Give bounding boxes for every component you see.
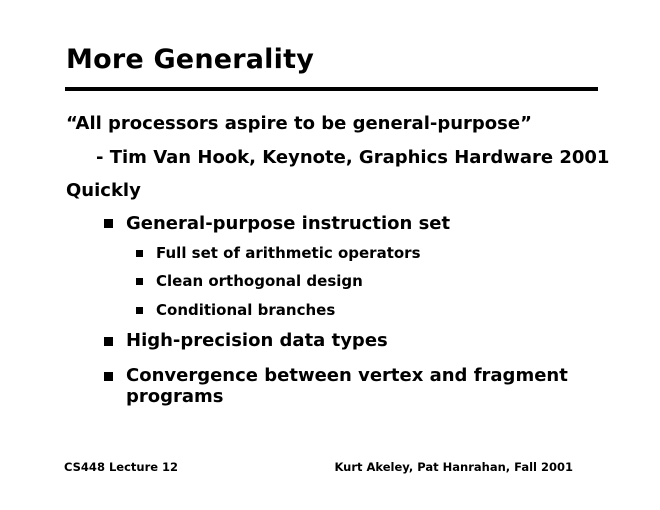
slide-title: More Generality (66, 44, 315, 75)
sub-bullet-orthogonal: Clean orthogonal design (156, 272, 363, 290)
bullet-high-precision: High-precision data types (126, 330, 388, 351)
sub-bullet-marker (136, 250, 143, 257)
footer-course: CS448 Lecture 12 (64, 460, 179, 474)
bullet-marker (104, 372, 113, 381)
title-underline (65, 87, 598, 91)
bullet-convergence-line1: Convergence between vertex and fragment (126, 365, 568, 386)
sub-bullet-marker (136, 278, 143, 285)
bullet-convergence-line2: programs (126, 386, 224, 407)
quote-attribution: - Tim Van Hook, Keynote, Graphics Hardware 2001 (96, 147, 610, 168)
sub-bullet-marker (136, 307, 143, 314)
bullet-marker (104, 219, 113, 228)
sub-bullet-arithmetic: Full set of arithmetic operators (156, 244, 421, 262)
quote-text: “All processors aspire to be general-purpose” (66, 113, 532, 134)
sub-bullet-branches: Conditional branches (156, 301, 336, 319)
bullet-general-purpose: General-purpose instruction set (126, 213, 451, 234)
section-heading: Quickly (66, 180, 141, 201)
bullet-marker (104, 337, 113, 346)
footer-authors: Kurt Akeley, Pat Hanrahan, Fall 2001 (334, 460, 573, 474)
